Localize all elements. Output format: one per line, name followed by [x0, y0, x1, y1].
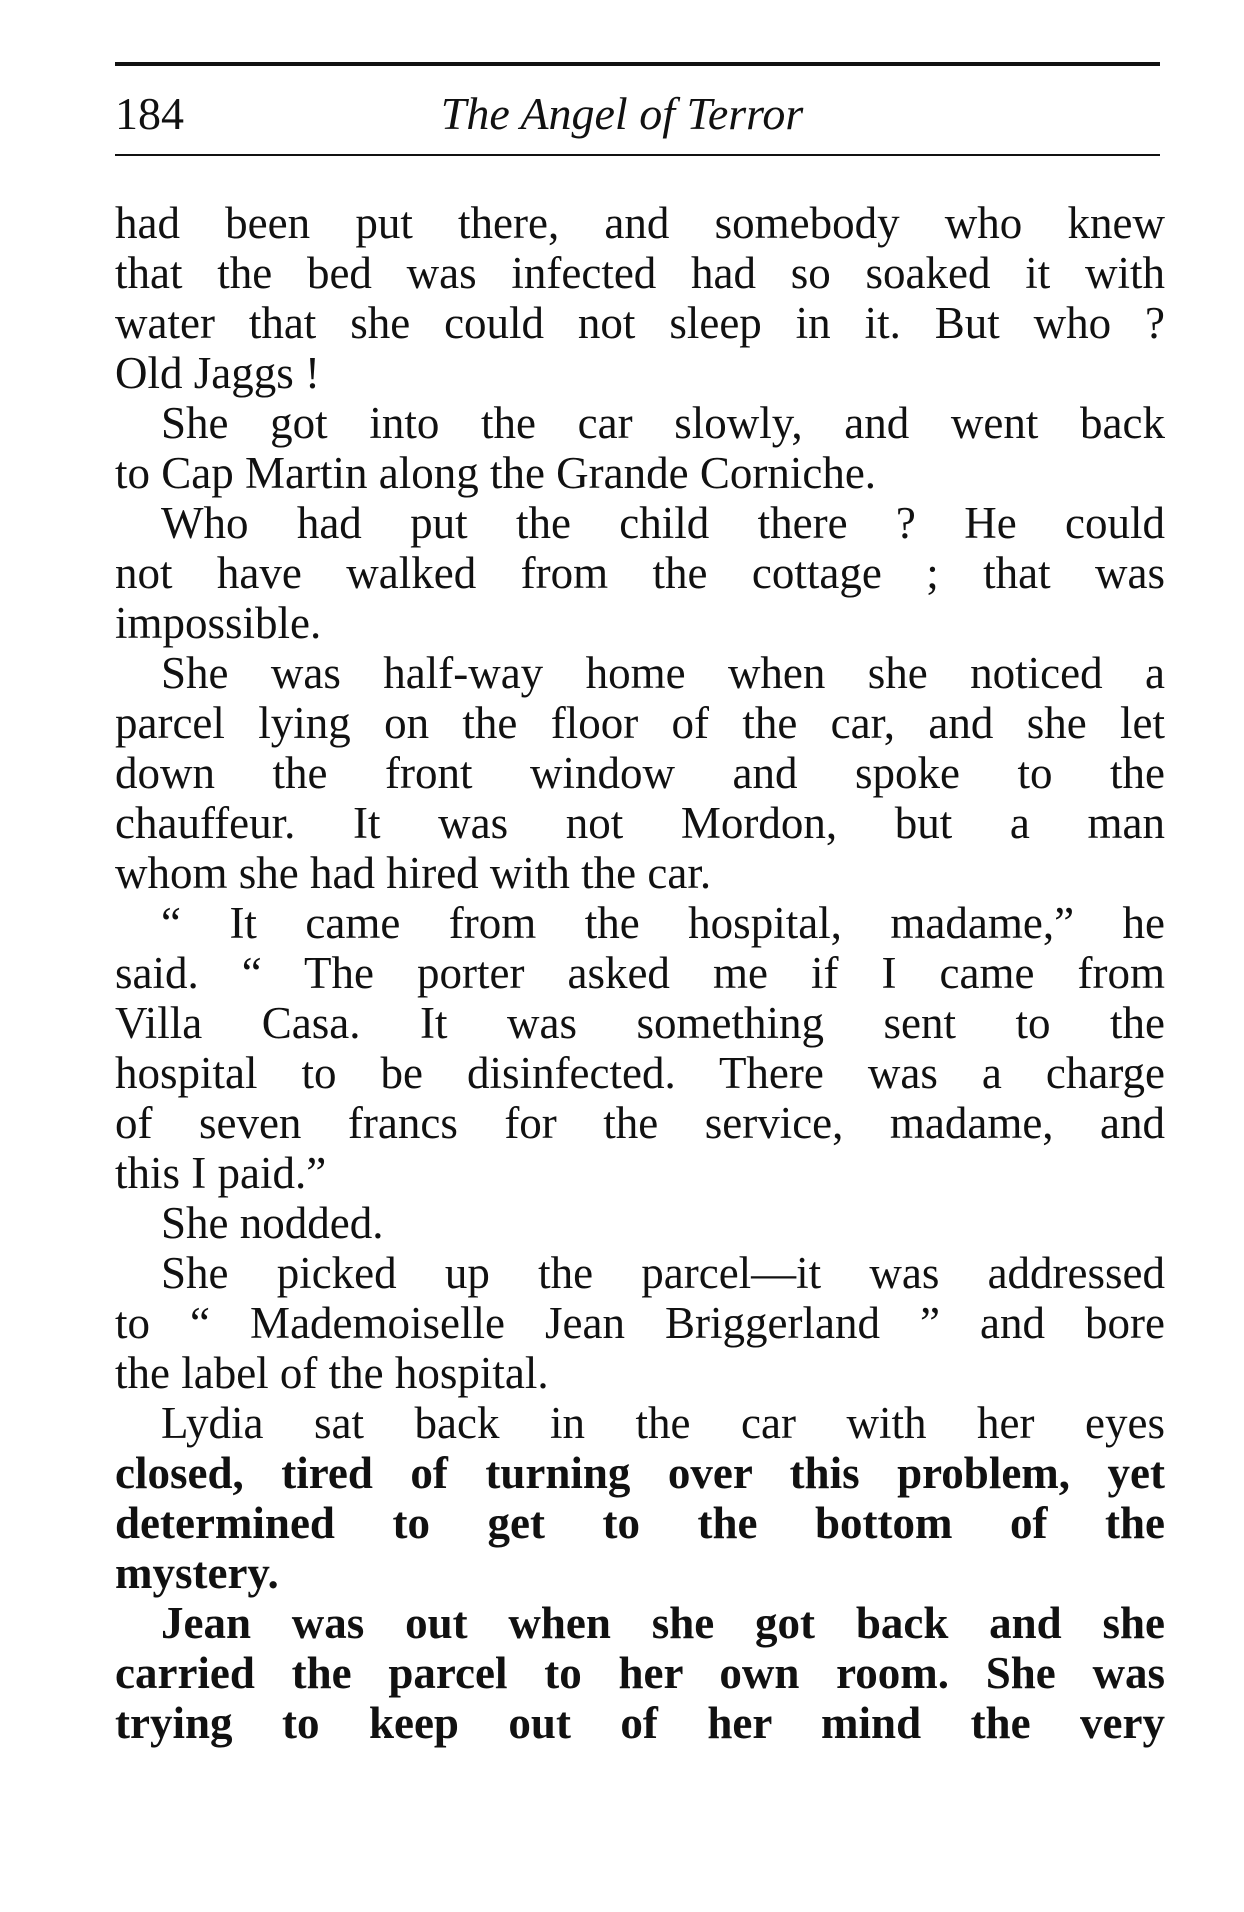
text-line: to “ Mademoiselle Jean Briggerland ” and bore — [115, 1298, 1165, 1348]
text-line: hospital to be disinfected. There was a charge — [115, 1048, 1165, 1098]
text-line: “ It came from the hospital, madame,” he — [161, 898, 1165, 948]
text-line: whom she had hired with the car. — [115, 848, 712, 898]
text-line: said. “ The porter asked me if I came from — [115, 948, 1165, 998]
header-rule-bottom — [115, 154, 1160, 156]
text-line: impossible. — [115, 598, 322, 648]
page-number: 184 — [115, 88, 184, 139]
text-line: determined to get to the bottom of the — [115, 1498, 1165, 1548]
text-line: She nodded. — [161, 1198, 384, 1248]
header-rule-top — [115, 62, 1160, 66]
text-line: that the bed was infected had so soaked it with — [115, 248, 1165, 298]
text-line: carried the parcel to her own room. She was — [115, 1648, 1165, 1698]
text-line: She was half-way home when she noticed a — [161, 648, 1165, 698]
text-line: had been put there, and somebody who knew — [115, 198, 1165, 248]
text-line: chauffeur. It was not Mordon, but a man — [115, 798, 1165, 848]
text-line: She got into the car slowly, and went back — [161, 398, 1165, 448]
text-line: parcel lying on the floor of the car, and she let — [115, 698, 1165, 748]
text-line: trying to keep out of her mind the very — [115, 1698, 1165, 1748]
text-line: Villa Casa. It was something sent to the — [115, 998, 1165, 1048]
text-line: to Cap Martin along the Grande Corniche. — [115, 448, 877, 498]
running-title: The Angel of Terror — [440, 88, 804, 139]
text-line: mystery. — [115, 1548, 279, 1598]
text-line: Old Jaggs ! — [115, 348, 320, 398]
text-line: closed, tired of turning over this problem, yet — [115, 1448, 1165, 1498]
text-line: water that she could not sleep in it. But who ? — [115, 298, 1165, 348]
text-line: She picked up the parcel—it was addressed — [161, 1248, 1165, 1298]
body-text — [115, 198, 1165, 1748]
text-line: the label of the hospital. — [115, 1348, 549, 1398]
text-line: Lydia sat back in the car with her eyes — [161, 1398, 1165, 1448]
text-line: down the front window and spoke to the — [115, 748, 1165, 798]
text-line: Who had put the child there ? He could — [161, 498, 1165, 548]
text-line: Jean was out when she got back and she — [161, 1598, 1165, 1648]
text-line: this I paid.” — [115, 1148, 327, 1198]
text-line: not have walked from the cottage ; that was — [115, 548, 1165, 598]
text-line: of seven francs for the service, madame, and — [115, 1098, 1165, 1148]
